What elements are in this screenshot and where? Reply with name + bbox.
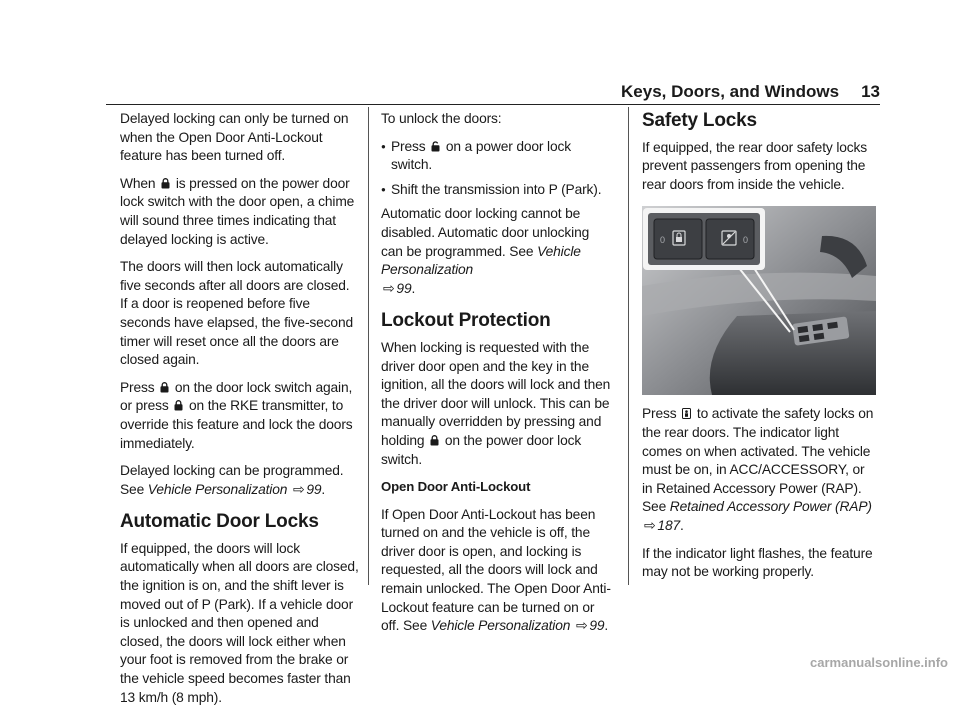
cross-reference-link[interactable]: Vehicle Personalization (381, 243, 581, 278)
heading-lockout-protection: Lockout Protection (381, 310, 551, 332)
heading-safety-locks: Safety Locks (642, 110, 757, 131)
page-ref[interactable]: 187 (657, 517, 680, 533)
column-1 (120, 110, 360, 716)
svg-text:0: 0 (743, 235, 748, 246)
page-ref[interactable]: 99 (396, 280, 412, 296)
lock-icon (430, 435, 439, 446)
cross-reference-link[interactable]: Retained Accessory Power (RAP) (669, 499, 872, 515)
child-safety-lock-icon (682, 408, 691, 419)
column-divider (368, 107, 369, 585)
paragraph: When locking is requested with the driver door open and the key in the ignition, all the doors will lock and then the driver door will unlock. This can be manually overridden by pressing and holding on the power door lock switch. (381, 339, 611, 467)
paragraph: Press to activate the safety locks on the rear doors. The indicator light comes on when activated. The vehicle must be on, in ACC/ACCESSORY, or in Retained Accessory Power (RAP). See Retained Accessory Power (RAP) ⇨ 187. (642, 406, 874, 533)
running-header (621, 82, 880, 102)
unlock-icon (431, 141, 440, 152)
list-item: ● Press on a power door lock switch. (381, 138, 611, 175)
cross-reference-link[interactable]: Vehicle Personalization (430, 618, 571, 634)
page-ref[interactable]: 99 (589, 618, 605, 634)
paragraph: If the indicator light flashes, the feature may not be working properly. (642, 545, 873, 580)
page-ref-arrow-icon: ⇨ (575, 618, 588, 634)
lock-icon (161, 178, 170, 189)
subheading-open-door-anti-lockout: Open Door Anti-Lockout (381, 479, 531, 495)
watermark: carmanualsonline.info (810, 655, 948, 670)
paragraph: If Open Door Anti-Lockout has been turned on and the vehicle is off, the driver door is open, and locking is requested, all the doors will lock and remain unlocked. The Open Door Anti-Lockout feature can be turned on or off. See Vehicle Personalization ⇨ 99. (381, 506, 611, 634)
paragraph: Automatic door locking cannot be disabled. Automatic door unlocking can be programmed. See Vehicle Personalization ⇨ 99. (381, 206, 590, 296)
bullet-list (381, 138, 611, 200)
column-divider (628, 107, 629, 585)
cross-reference-link[interactable]: Vehicle Personalization (147, 481, 288, 497)
armrest (710, 311, 876, 395)
page-ref-arrow-icon: ⇨ (644, 517, 656, 533)
heading-automatic-door-locks: Automatic Door Locks (120, 511, 319, 533)
page-ref[interactable]: 99 (306, 481, 322, 497)
paragraph: Press on the door lock switch again, or press on the RKE transmitter, to override this feature and lock the doors immediately. (120, 379, 353, 451)
safety-lock-switch-photo (642, 206, 876, 395)
section-title: Keys, Doors, and Windows (621, 82, 840, 101)
page-ref-arrow-icon: ⇨ (292, 481, 305, 497)
paragraph: To unlock the doors: (381, 111, 502, 126)
header-rule (106, 104, 880, 105)
svg-text:0: 0 (660, 235, 665, 246)
paragraph: When is pressed on the power door lock switch with the door open, a chime will sound three times indicating that delayed locking is active. (120, 175, 355, 247)
paragraph: If equipped, the rear door safety locks prevent passengers from opening the rear doors from inside the vehicle. (642, 139, 867, 192)
paragraph: Delayed locking can be programmed. See Vehicle Personalization ⇨ 99. (120, 463, 344, 497)
paragraph: The doors will then lock automatically five seconds after all doors are closed. If a door is reopened before five seconds have elapsed, the five-second timer will reset once all the doors are closed again. (120, 259, 353, 368)
page-number: 13 (861, 82, 880, 101)
paragraph: Delayed locking can only be turned on when the Open Door Anti-Lockout feature has been turned off. (120, 111, 349, 164)
column-2 (381, 110, 611, 645)
lock-icon (174, 400, 183, 411)
callout-inset (643, 208, 765, 270)
lock-icon (160, 382, 169, 393)
paragraph: If equipped, the doors will lock automatically when all doors are closed, the ignition is on, and the shift lever is moved out of P (Park). If a vehicle door is unlocked and then opened and closed, the doors will lock either when your foot is removed from the brake or the vehicle speed becomes faster than 13 km/h (8 mph). (120, 540, 359, 705)
column-3 (642, 110, 878, 591)
page-ref-arrow-icon: ⇨ (383, 280, 395, 296)
list-item: ● Shift the transmission into P (Park). (381, 181, 611, 200)
